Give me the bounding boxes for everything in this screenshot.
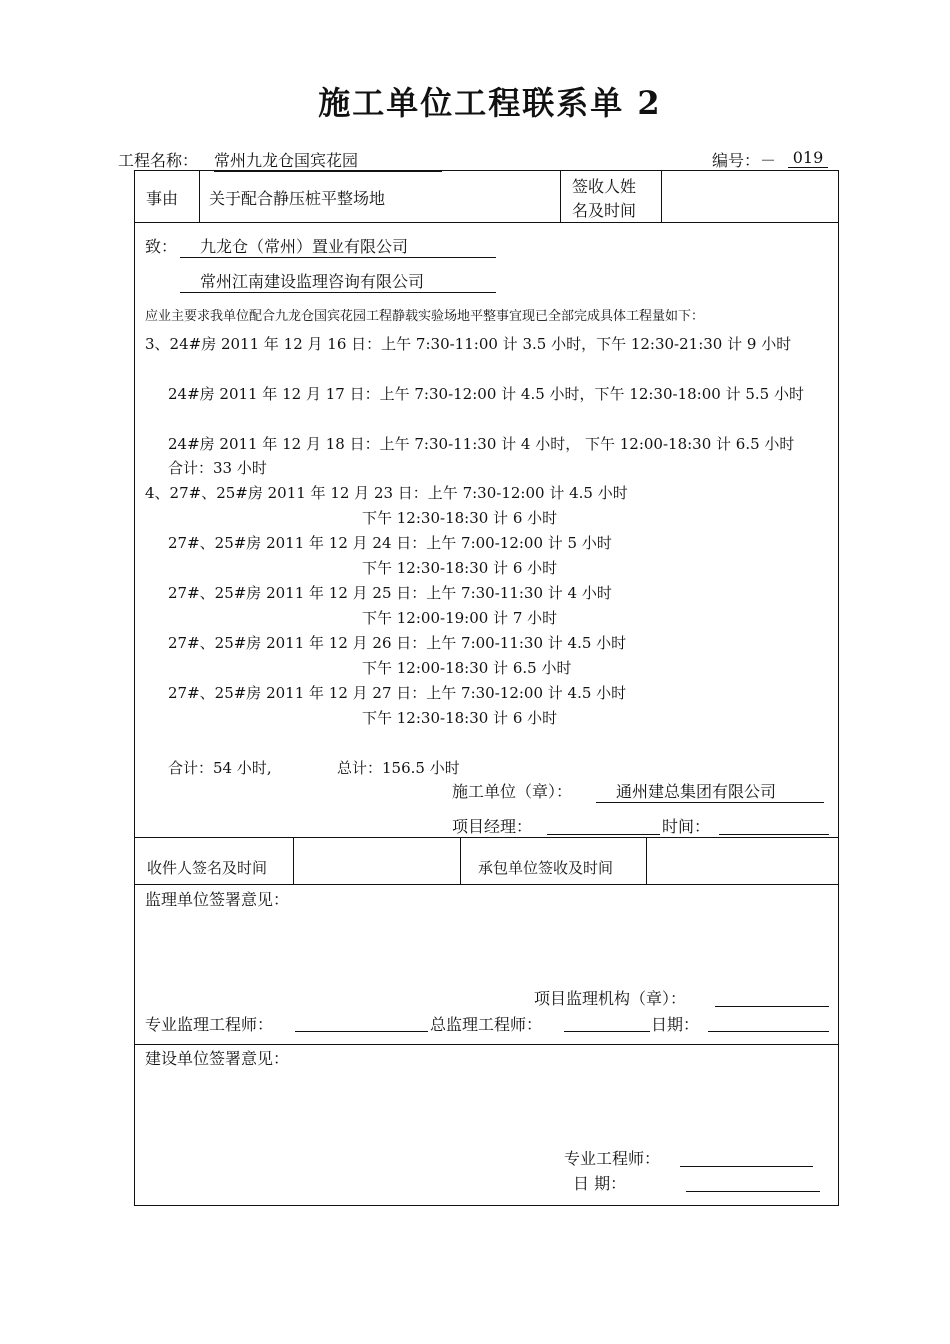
project-name: 常州九龙仓国宾花园 — [214, 148, 442, 172]
receiver-label-line2: 名及时间 — [572, 201, 637, 220]
log-line: 27#、25#房 2011 年 12 月 27 日：上午 7:30-12:00 计 4.5 小时 — [168, 684, 627, 702]
table-top-border — [134, 170, 839, 171]
form-title: 施工单位工程联系单 2 — [318, 84, 662, 122]
supervision-org-label: 项目监理机构（章）： — [534, 989, 687, 1008]
owner-date-label: 日 期： — [573, 1174, 627, 1193]
row1-divider-2 — [560, 170, 561, 223]
total-text: 总计：156.5 小时 — [337, 759, 460, 777]
table-left-border — [134, 170, 135, 1206]
log-line: 下午 12:30-18:30 计 6 小时 — [362, 509, 558, 527]
row1-bottom-border — [134, 222, 839, 223]
pm-time-field[interactable] — [719, 834, 829, 835]
owner-date-field[interactable] — [686, 1191, 820, 1192]
supervision-bottom-border — [134, 1044, 839, 1045]
sign-row-divider-1 — [293, 837, 294, 885]
log-line: 下午 12:30-18:30 计 6 小时 — [362, 709, 558, 727]
supervision-heading: 监理单位签署意见： — [145, 890, 290, 909]
intro-text: 应业主要求我单位配合九龙仓国宾花园工程静载实验场地平整事宜现已全部完成具体工程量如下： — [145, 309, 705, 324]
pm-time-label: 时间： — [662, 817, 711, 836]
chief-supervisor-label: 总监理工程师： — [430, 1015, 543, 1034]
reason-label: 事由 — [146, 189, 179, 208]
owner-engineer-field[interactable] — [680, 1166, 813, 1167]
supervision-date-label: 日期： — [651, 1015, 700, 1034]
log-line: 下午 12:00-18:30 计 6.5 小时 — [362, 659, 572, 677]
log-line: 27#、25#房 2011 年 12 月 26 日：上午 7:00-11:30 计 4.5 小时 — [168, 634, 627, 652]
owner-heading: 建设单位签署意见： — [145, 1049, 290, 1068]
log-line: 24#房 2011 年 12 月 18 日：上午 7:30-11:30 计 4 小时， 下午 12:00-18:30 计 6.5 小时 — [168, 435, 795, 453]
project-label: 工程名称： — [118, 151, 199, 170]
contractor-sign-label: 承包单位签收及时间 — [478, 859, 614, 877]
log-subtotal: 合计：33 小时 — [168, 459, 267, 477]
supervision-engineer-label: 专业监理工程师： — [145, 1015, 274, 1034]
supervision-org-field[interactable] — [715, 1006, 829, 1007]
owner-engineer-label: 专业工程师： — [564, 1149, 661, 1168]
log-line: 27#、25#房 2011 年 12 月 24 日：上午 7:00-12:00 计 5 小时 — [168, 534, 612, 552]
receiver-label-line1: 签收人姓 — [572, 177, 637, 196]
row1-divider-1 — [199, 170, 200, 223]
sign-row-top-border — [134, 837, 839, 838]
pm-signature-field[interactable] — [547, 834, 660, 835]
number-label: 编号：－ — [712, 151, 777, 170]
sign-row-bottom-border — [134, 884, 839, 885]
receiver-sign-label: 收件人签名及时间 — [147, 859, 268, 877]
number-value: 019 — [788, 148, 828, 168]
log-line: 下午 12:00-19:00 计 7 小时 — [362, 609, 558, 627]
contractor-label: 施工单位（章）： — [452, 782, 573, 801]
to-label: 致： — [145, 237, 178, 256]
log-line: 27#、25#房 2011 年 12 月 25 日：上午 7:30-11:30 计 4 小时 — [168, 584, 612, 602]
pm-label: 项目经理： — [452, 817, 533, 836]
recipient-supervisor: 常州江南建设监理咨询有限公司 — [180, 269, 496, 293]
sign-row-divider-2 — [460, 837, 461, 885]
table-bottom-border — [134, 1205, 839, 1206]
row1-divider-3 — [661, 170, 662, 223]
chief-supervisor-field[interactable] — [564, 1031, 650, 1032]
reason-value: 关于配合静压桩平整场地 — [209, 189, 386, 208]
supervision-date-field[interactable] — [708, 1031, 829, 1032]
subtotal-text: 合计：54 小时, — [168, 759, 272, 777]
supervision-engineer-field[interactable] — [295, 1031, 428, 1032]
log-line: 4、27#、25#房 2011 年 12 月 23 日：上午 7:30-12:00 计 4.5 小时 — [145, 484, 628, 502]
log-line: 24#房 2011 年 12 月 17 日：上午 7:30-12:00 计 4.5 小时，下午 12:30-18:00 计 5.5 小时 — [168, 385, 804, 403]
log-line: 下午 12:30-18:30 计 6 小时 — [362, 559, 558, 577]
table-right-border — [838, 170, 839, 1206]
contractor-name: 通州建总集团有限公司 — [596, 779, 824, 803]
recipient-owner: 九龙仓（常州）置业有限公司 — [180, 234, 496, 258]
sign-row-divider-3 — [646, 837, 647, 885]
log-line: 3、24#房 2011 年 12 月 16 日：上午 7:30-11:00 计 3.5 小时，下午 12:30-21:30 计 9 小时 — [145, 335, 792, 353]
